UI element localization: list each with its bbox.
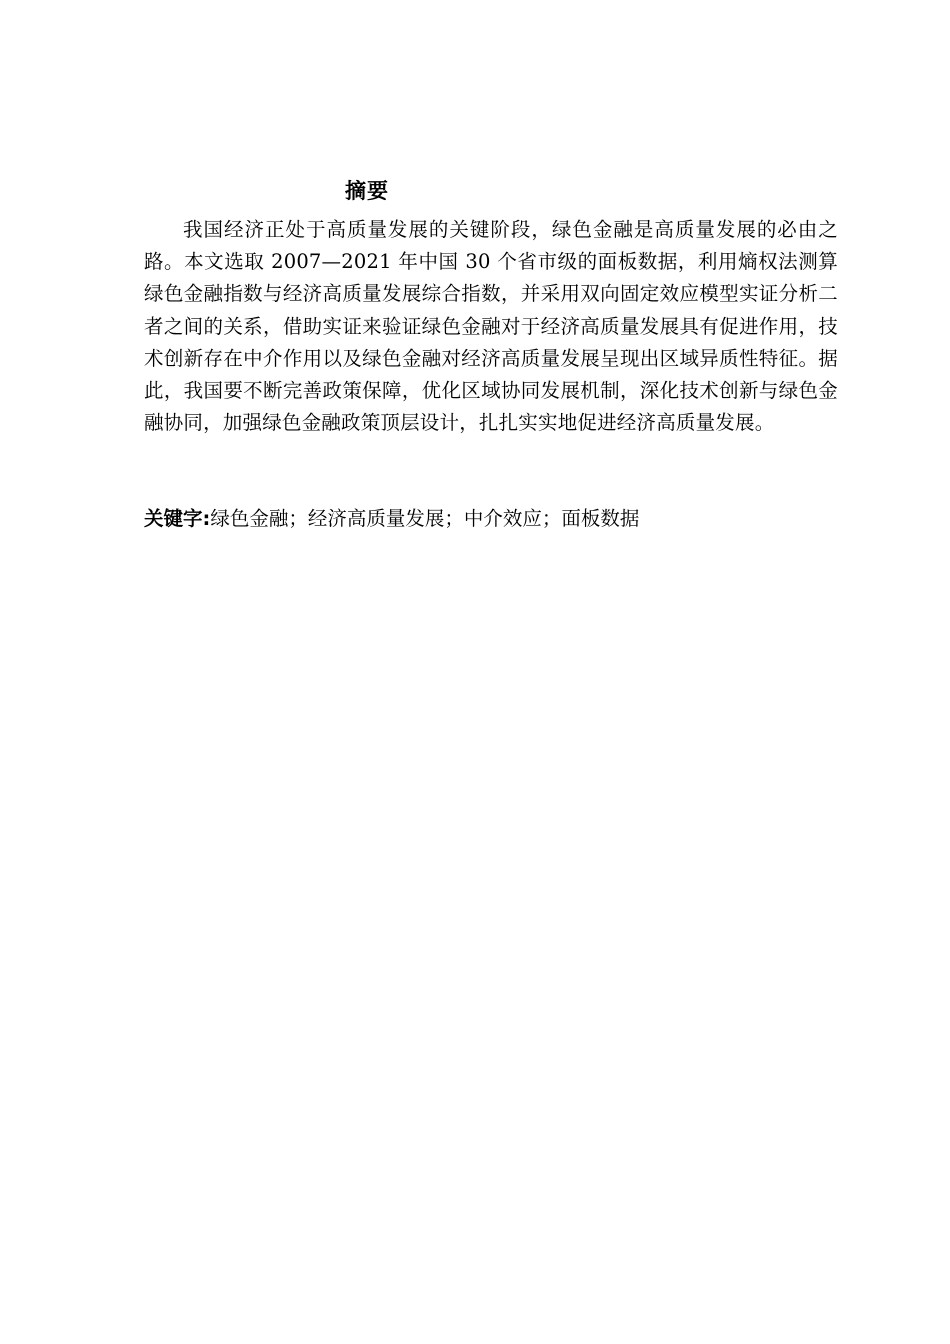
abstract-body: 我国经济正处于高质量发展的关键阶段，绿色金融是高质量发展的必由之路。本文选取 2007—2021 年中国 30 个省市级的面板数据，利用熵权法测算绿色金融指数与经济高质量发展综合指数，并采用双向固定效应模型实证分析二者之间的关系，借助实证来验证绿色金融对于经济高质量发展具有促进作用，技术创新存在中介作用以及绿色金融对经济高质量发展呈现出区域异质性特征。据此，我国要不断完善政策保障，优化区域协同发展机制，深化技术创新与绿色金融协同，加强绿色金融政策顶层设计，扎扎实实地促进经济高质量发展。 — [144, 218, 838, 435]
abstract-title: 摘要 — [345, 179, 389, 203]
keywords-list: 绿色金融；经济高质量发展；中介效应；面板数据 — [210, 507, 640, 530]
keywords-line — [144, 504, 838, 534]
keywords-label: 关键字: — [144, 507, 211, 530]
